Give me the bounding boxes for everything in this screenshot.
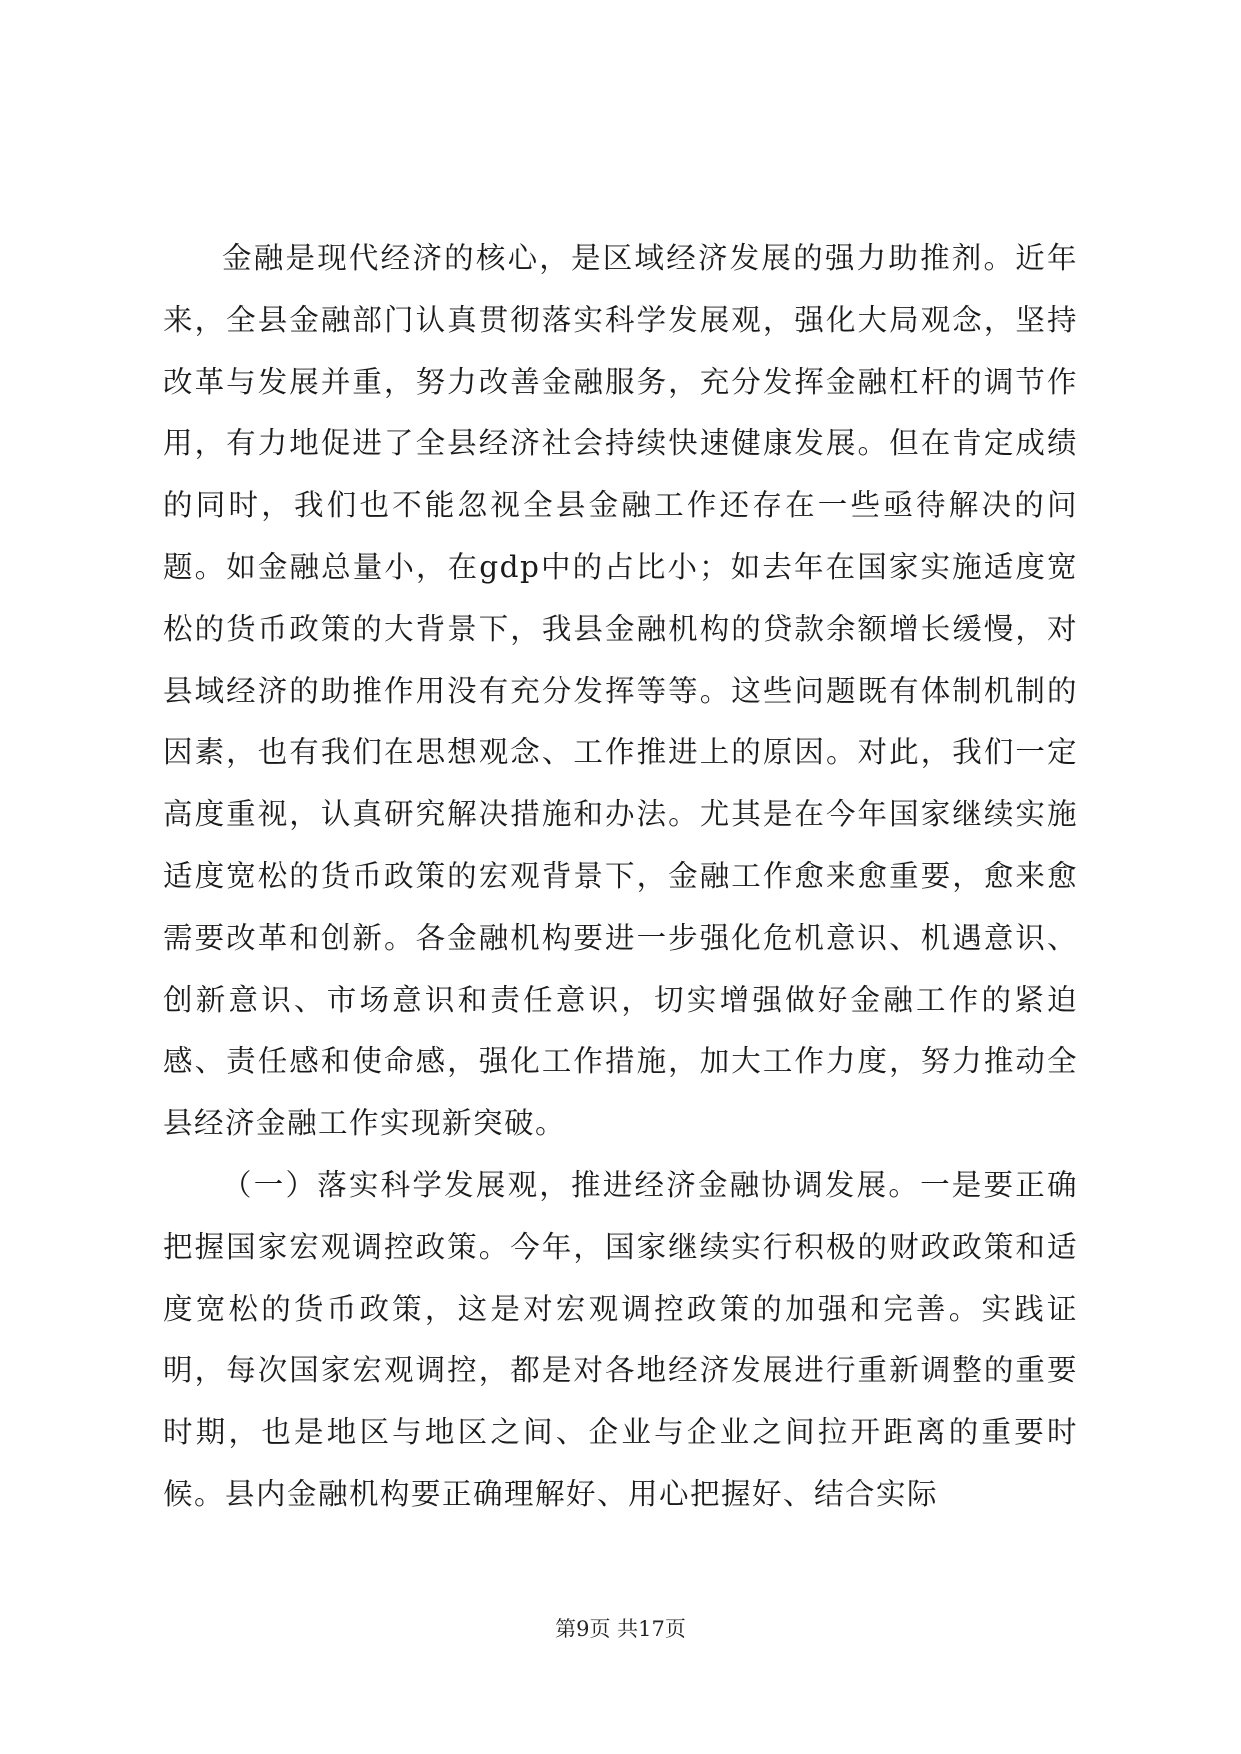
page-number-label: 第9页 共17页: [555, 1617, 686, 1641]
paragraph-2: （一）落实科学发展观，推进经济金融协调发展。一是要正确把握国家宏观调控政策。今年，国家继续实行积极的财政政策和适度宽松的货币政策，这是对宏观调控政策的加强和完善。实践证明，每次国家宏观调控，都是对各地经济发展进行重新调整的重要时期，也是地区与地区之间、企业与企业之间拉开距离的重要时候。县内金融机构要正确理解好、用心把握好、结合实际: [163, 1167, 1078, 1511]
paragraph-1: 金融是现代经济的核心，是区域经济发展的强力助推剂。近年来，全县金融部门认真贯彻落实科学发展观，强化大局观念，坚持改革与发展并重，努力改善金融服务，充分发挥金融杠杆的调节作用，有力地促进了全县经济社会持续快速健康发展。但在肯定成绩的同时，我们也不能忽视全县金融工作还存在一些亟待解决的问题。如金融总量小，在gdp中的占比小；如去年在国家实施适度宽松的货币政策的大背景下，我县金融机构的贷款余额增长缓慢，对县域经济的助推作用没有充分发挥等等。这些问题既有体制机制的因素，也有我们在思想观念、工作推进上的原因。对此，我们一定高度重视，认真研究解决措施和办法。尤其是在今年国家继续实施适度宽松的货币政策的宏观背景下，金融工作愈来愈重要，愈来愈需要改革和创新。各金融机构要进一步强化危机意识、机遇意识、创新意识、市场意识和责任意识，切实增强做好金融工作的紧迫感、责任感和使命感，强化工作措施，加大工作力度，努力推动全县经济金融工作实现新突破。: [163, 241, 1078, 1141]
page-footer: [0, 1615, 1241, 1643]
document-body: [163, 228, 1078, 1526]
